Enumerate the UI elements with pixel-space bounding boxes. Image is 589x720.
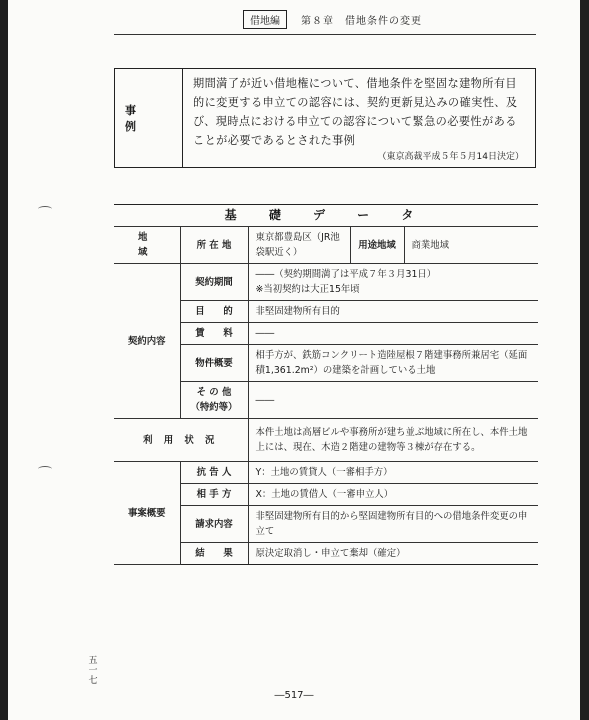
purpose-value: 非堅固建物所有目的 (248, 301, 538, 323)
result-value: 原決定取消し・申立て棄却（確定） (248, 543, 538, 565)
chapter-title: 第８章 借地条件の変更 (301, 16, 422, 27)
case-summary-box (114, 68, 536, 168)
section-tag: 借地編 (243, 10, 287, 29)
rent-value: ―― (248, 323, 538, 345)
period-value (248, 264, 538, 301)
zoning-value: 商業地域 (404, 227, 538, 264)
basic-data-table (114, 204, 538, 565)
other-value: ―― (248, 382, 538, 419)
side-page-number: 五一七 (88, 656, 98, 686)
other-label-line2: （特約等） (190, 402, 238, 413)
other-label-line1: そ の 他 (196, 387, 232, 398)
appellant-label: 抗 告 人 (180, 462, 248, 484)
period-label: 契約期間 (180, 264, 248, 301)
purpose-label: 目 的 (180, 301, 248, 323)
case-summary-label: 事案概要 (114, 462, 180, 565)
respondent-value: X：土地の賃借人（一審申立人） (248, 484, 538, 506)
rent-label: 賃 料 (180, 323, 248, 345)
contract-label: 契約内容 (114, 264, 180, 419)
location-label: 所 在 地 (180, 227, 248, 264)
table-row (114, 264, 538, 301)
table-title: 基 礎 デ ー タ (114, 205, 538, 227)
case-label: 事 例 (115, 69, 183, 167)
case-description (183, 69, 535, 167)
period-value-note: ※当初契約は大正15年頃 (255, 284, 360, 295)
document-page (8, 0, 580, 720)
result-label: 結 果 (180, 543, 248, 565)
location-value: 東京都豊島区（JR池袋駅近く） (248, 227, 350, 264)
zoning-label: 用途地域 (350, 227, 404, 264)
table-row (114, 419, 538, 462)
table-title-row (114, 205, 538, 227)
period-value-main: ――（契約期間満了は平成７年３月31日） (255, 269, 437, 280)
table-row (114, 227, 538, 264)
respondent-label: 相 手 方 (180, 484, 248, 506)
claim-label: 請求内容 (180, 506, 248, 543)
page-curl-mark (38, 466, 52, 472)
property-label: 物件概要 (180, 345, 248, 382)
appellant-value: Y：土地の賃貸人（一審相手方） (248, 462, 538, 484)
property-value: 相手方が、鉄筋コンクリート造陸屋根７階建事務所兼居宅（延面積1,361.2m²）の建築を計画している土地 (248, 345, 538, 382)
header-rule (114, 34, 536, 35)
page-curl-mark (38, 206, 52, 212)
other-label (180, 382, 248, 419)
region-label: 地 域 (114, 227, 180, 264)
case-text: 期間満了が近い借地権について、借地条件を堅固な建物所有目的に変更する申立ての認容には、契約更新見込みの確実性、及び、現時点における申立ての認容について緊急の必要性があることが必要であるとされた事例 (193, 77, 518, 147)
usage-value: 本件土地は高層ビルや事務所が建ち並ぶ地域に所在し、本件土地上には、現在、木造２階建の建物等３棟が存在する。 (248, 419, 538, 462)
running-header (243, 10, 422, 29)
page-number: ―517― (274, 690, 314, 701)
table-row (114, 462, 538, 484)
claim-value: 非堅固建物所有目的から堅固建物所有目的への借地条件変更の申立て (248, 506, 538, 543)
case-source: （東京高裁平成５年５月14日決定） (377, 152, 524, 162)
usage-label: 利 用 状 況 (114, 419, 248, 462)
